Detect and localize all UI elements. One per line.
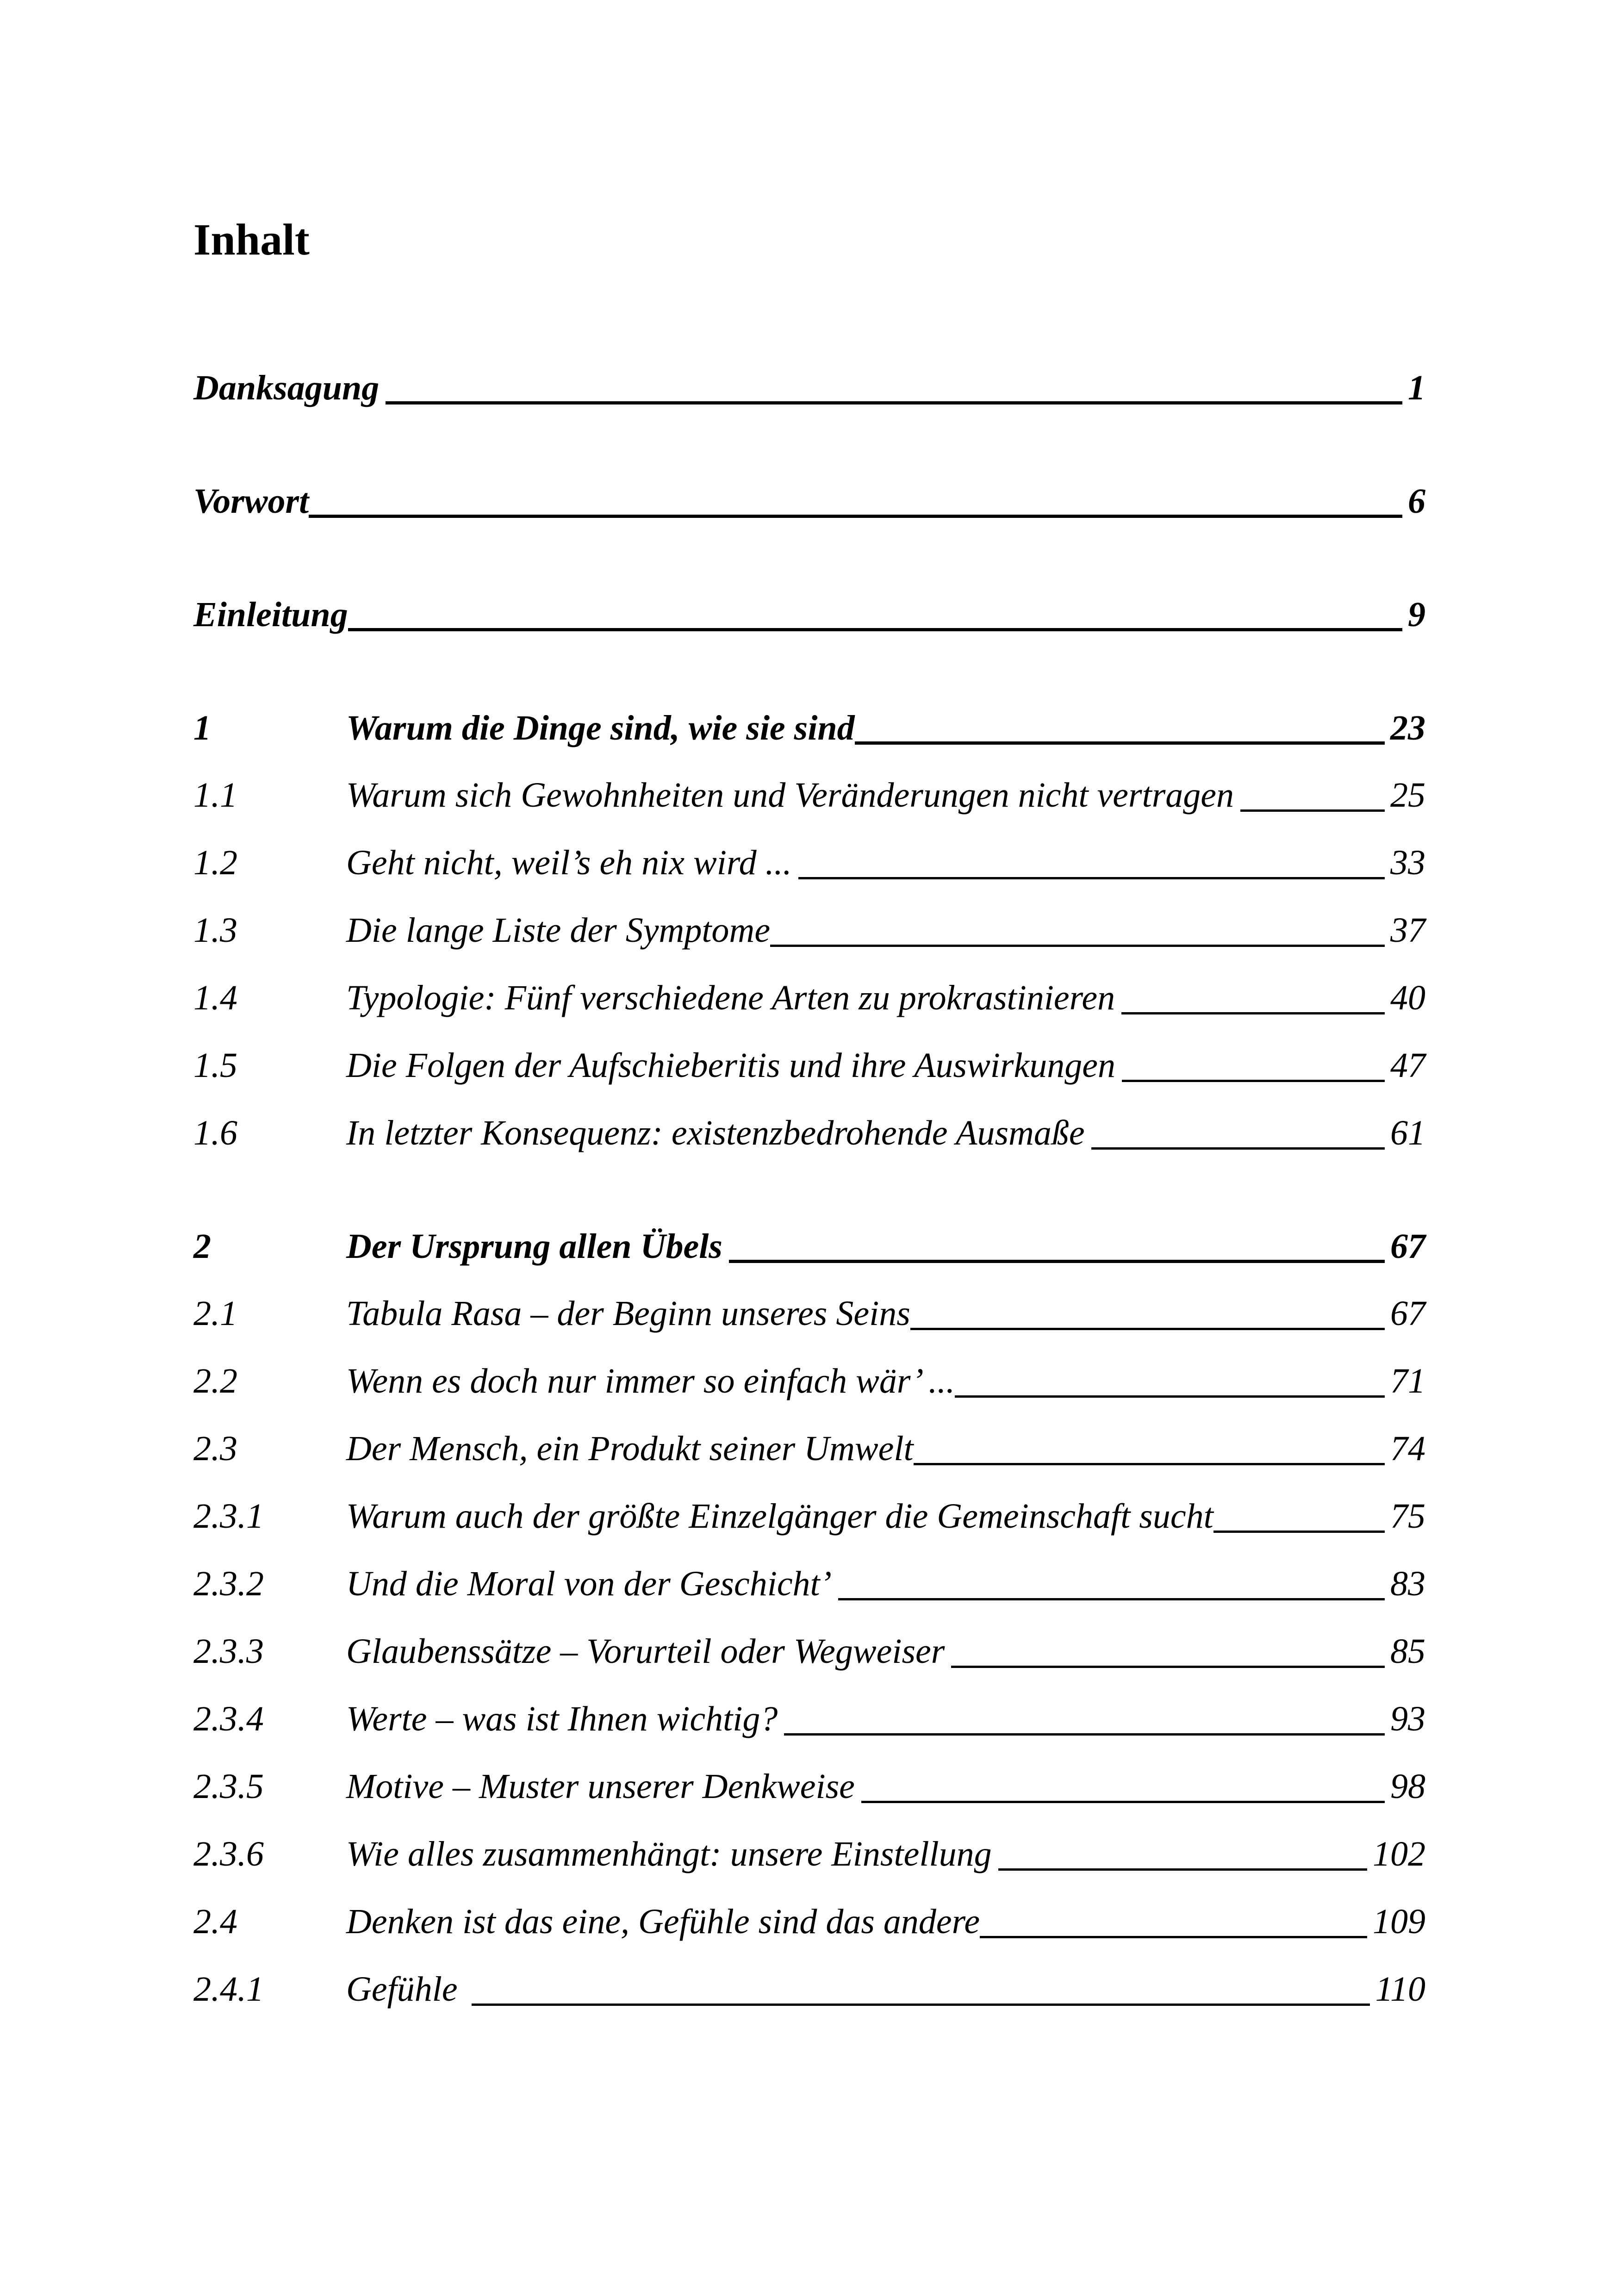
- toc-entry-number: 2.4: [193, 1902, 237, 1941]
- toc-entry-page: 74: [1390, 1429, 1425, 1468]
- dot-leader: [951, 1666, 1385, 1668]
- dot-leader: [955, 1395, 1385, 1398]
- toc-entry-page: 83: [1390, 1564, 1425, 1603]
- toc-entry-title: Geht nicht, weil’s eh nix wird ...: [346, 843, 792, 882]
- toc-entry-title: In letzter Konsequenz: existenzbedrohende Ausmaße: [346, 1114, 1085, 1152]
- toc-entry-number: 1.3: [193, 911, 237, 950]
- toc-entry-page: 25: [1390, 776, 1425, 815]
- toc-entry-page: 9: [1408, 595, 1425, 634]
- toc-section-1-6[interactable]: [193, 1101, 1425, 1152]
- dot-leader: [980, 1936, 1367, 1938]
- toc-entry-title: Einleitung: [193, 595, 348, 634]
- toc-entry-title: Motive – Muster unserer Denkweise: [346, 1767, 855, 1806]
- toc-entry-title: Werte – was ist Ihnen wichtig?: [346, 1699, 778, 1738]
- dot-leader: [1240, 809, 1385, 812]
- toc-section-2-2[interactable]: [193, 1350, 1425, 1400]
- toc-entry-page: 67: [1390, 1294, 1425, 1333]
- toc-entry-number: 1.2: [193, 843, 237, 882]
- toc-entry-page: 40: [1390, 978, 1425, 1017]
- toc-entry-page: 109: [1373, 1902, 1425, 1941]
- toc-entry-page: 75: [1390, 1497, 1425, 1536]
- toc-section-2-3-3[interactable]: [193, 1620, 1425, 1671]
- toc-section-2-3-1[interactable]: [193, 1485, 1425, 1536]
- toc-entry-title: Und die Moral von der Geschicht’: [346, 1564, 832, 1603]
- dot-leader: [472, 2004, 1370, 2006]
- toc-chapter-1[interactable]: [193, 697, 1425, 747]
- toc-entry-number: 2.2: [193, 1362, 237, 1400]
- dot-leader: [348, 628, 1402, 631]
- toc-entry-number: 2.3.5: [193, 1767, 264, 1806]
- toc-entry-number: 2.3.2: [193, 1564, 264, 1603]
- dot-leader: [784, 1733, 1385, 1736]
- toc-section-2-4[interactable]: [193, 1890, 1425, 1941]
- toc-entry-title: Warum sich Gewohnheiten und Veränderungen nicht vertragen: [346, 776, 1234, 815]
- toc-entry-page: 110: [1375, 1970, 1425, 2009]
- toc-entry-title: Tabula Rasa – der Beginn unseres Seins: [346, 1294, 910, 1333]
- toc-entry-title: Warum auch der größte Einzelgänger die Gemeinschaft sucht: [346, 1497, 1214, 1536]
- dot-leader: [910, 1328, 1385, 1330]
- page-title: Inhalt: [193, 215, 310, 264]
- dot-leader: [386, 401, 1402, 404]
- toc-entry-page: 6: [1408, 482, 1425, 521]
- toc-section-2-3-4[interactable]: [193, 1687, 1425, 1738]
- toc-entry-page: 67: [1390, 1227, 1425, 1266]
- toc-chapter-2[interactable]: [193, 1215, 1425, 1266]
- toc-entry-number: 1.1: [193, 776, 237, 815]
- toc-entry-title: Typologie: Fünf verschiedene Arten zu prokrastinieren: [346, 978, 1115, 1017]
- toc-entry-page: 1: [1408, 368, 1425, 407]
- toc-entry-title: Gefühle: [346, 1970, 458, 2009]
- toc-section-2-3-5[interactable]: [193, 1755, 1425, 1806]
- toc-section-1-2[interactable]: [193, 831, 1425, 882]
- dot-leader: [1214, 1531, 1385, 1533]
- toc-entry-title: Warum die Dinge sind, wie sie sind: [346, 709, 855, 747]
- toc-entry-page: 37: [1390, 911, 1425, 950]
- dot-leader: [861, 1801, 1385, 1803]
- dot-leader: [855, 741, 1385, 745]
- dot-leader: [1091, 1147, 1385, 1150]
- toc-entry-danksagung[interactable]: [193, 356, 1425, 407]
- toc-entry-page: 85: [1390, 1632, 1425, 1671]
- toc-entry-vorwort[interactable]: [193, 470, 1425, 521]
- toc-entry-title: Der Mensch, ein Produkt seiner Umwelt: [346, 1429, 914, 1468]
- dot-leader: [914, 1463, 1385, 1465]
- dot-leader: [309, 515, 1402, 518]
- toc-entry-page: 33: [1390, 843, 1425, 882]
- toc-entry-number: 2.3: [193, 1429, 237, 1468]
- toc-entry-number: 2.4.1: [193, 1970, 264, 2009]
- toc-entry-title: Glaubenssätze – Vorurteil oder Wegweiser: [346, 1632, 945, 1671]
- toc-entry-page: 61: [1390, 1114, 1425, 1152]
- toc-entry-number: 2.3.1: [193, 1497, 264, 1536]
- dot-leader: [798, 877, 1385, 879]
- toc-section-1-4[interactable]: [193, 966, 1425, 1017]
- toc-entry-title: Wie alles zusammenhängt: unsere Einstellung: [346, 1835, 992, 1873]
- toc-entry-page: 47: [1390, 1046, 1425, 1085]
- toc-section-1-3[interactable]: [193, 899, 1425, 950]
- toc-section-2-4-1[interactable]: [193, 1958, 1425, 2009]
- toc-entry-title: Die lange Liste der Symptome: [346, 911, 771, 950]
- toc-entry-title: Wenn es doch nur immer so einfach wär’ ...: [346, 1362, 955, 1400]
- dot-leader: [998, 1868, 1367, 1871]
- toc-section-1-5[interactable]: [193, 1034, 1425, 1085]
- toc-entry-number: 1.5: [193, 1046, 237, 1085]
- toc-entry-page: 71: [1390, 1362, 1425, 1400]
- toc-section-2-3[interactable]: [193, 1417, 1425, 1468]
- toc-entry-number: 1: [193, 709, 211, 747]
- toc-section-2-3-2[interactable]: [193, 1552, 1425, 1603]
- toc-entry-page: 98: [1390, 1767, 1425, 1806]
- toc-entry-page: 102: [1373, 1835, 1425, 1873]
- toc-entry-title: Danksagung: [193, 368, 380, 407]
- toc-entry-title: Denken ist das eine, Gefühle sind das andere: [346, 1902, 980, 1941]
- toc-entry-number: 2: [193, 1227, 211, 1266]
- dot-leader: [770, 945, 1385, 947]
- toc-entry-title: Vorwort: [193, 482, 309, 521]
- toc-entry-number: 2.1: [193, 1294, 237, 1333]
- toc-section-1-1[interactable]: [193, 764, 1425, 815]
- toc-entry-number: 2.3.4: [193, 1699, 264, 1738]
- dot-leader: [729, 1260, 1385, 1263]
- toc-entry-einleitung[interactable]: [193, 583, 1425, 634]
- toc-entry-title: Der Ursprung allen Übels: [346, 1227, 722, 1266]
- dot-leader: [1122, 1080, 1385, 1082]
- dot-leader: [1121, 1012, 1385, 1014]
- toc-entry-number: 1.6: [193, 1114, 237, 1152]
- dot-leader: [838, 1598, 1385, 1600]
- toc-entry-number: 2.3.6: [193, 1835, 264, 1873]
- toc-entry-number: 2.3.3: [193, 1632, 264, 1671]
- toc-entry-number: 1.4: [193, 978, 237, 1017]
- toc-entry-page: 23: [1390, 709, 1425, 747]
- toc-section-2-1[interactable]: [193, 1282, 1425, 1333]
- toc-entry-page: 93: [1390, 1699, 1425, 1738]
- toc-section-2-3-6[interactable]: [193, 1823, 1425, 1873]
- toc-entry-title: Die Folgen der Aufschieberitis und ihre Auswirkungen: [346, 1046, 1115, 1085]
